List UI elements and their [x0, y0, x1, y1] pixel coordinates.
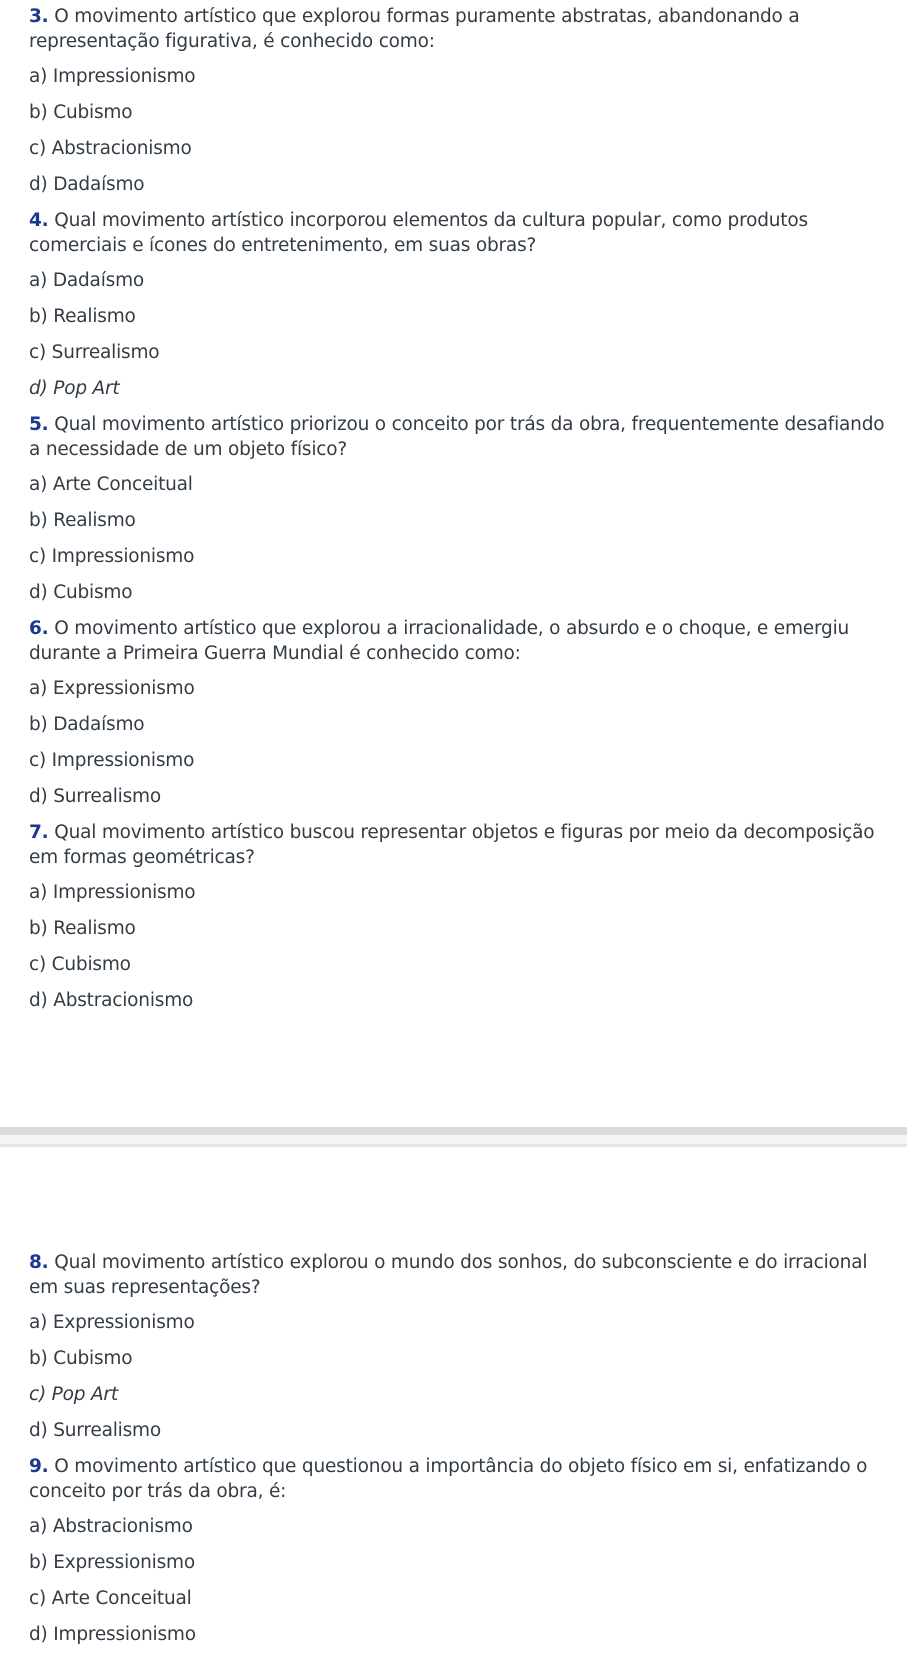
question-block-5	[29, 412, 889, 616]
option-c[interactable]: c) Cubismo	[29, 954, 131, 975]
option-b[interactable]: b) Cubismo	[29, 102, 133, 123]
option-b[interactable]: b) Cubismo	[29, 1348, 133, 1369]
option-c[interactable]: c) Impressionismo	[29, 546, 195, 567]
option-d[interactable]: d) Surrealismo	[29, 786, 161, 807]
option-c[interactable]	[29, 1382, 889, 1418]
question-block-7	[29, 820, 889, 1024]
option-a[interactable]: a) Abstracionismo	[29, 1516, 193, 1537]
question-text	[29, 4, 889, 54]
option-c[interactable]: c) Arte Conceitual	[29, 1588, 192, 1609]
question-text	[29, 616, 889, 666]
question-block-3	[29, 4, 889, 208]
option-a[interactable]: a) Impressionismo	[29, 882, 196, 903]
question-text	[29, 412, 889, 462]
question-body: O movimento artístico que explorou formas puramente abstratas, abandonando a representação figurativa, é conhecido como:	[29, 6, 800, 52]
question-block-9	[29, 1454, 889, 1658]
question-number: 8.	[29, 1252, 49, 1273]
option-d[interactable]	[29, 376, 889, 412]
question-number: 9.	[29, 1456, 49, 1477]
option-a[interactable]: a) Expressionismo	[29, 678, 195, 699]
option-b[interactable]: b) Realismo	[29, 306, 136, 327]
option-c[interactable]: c) Impressionismo	[29, 750, 195, 771]
question-body: Qual movimento artístico buscou representar objetos e figuras por meio da decomposição em formas geométricas?	[29, 822, 875, 868]
option-d[interactable]: d) Cubismo	[29, 582, 133, 603]
question-block-4	[29, 208, 889, 412]
question-number: 5.	[29, 414, 49, 435]
section-divider	[0, 1127, 907, 1135]
question-body: O movimento artístico que explorou a irracionalidade, o absurdo e o choque, e emergiu durante a Primeira Guerra Mundial é conhecido como:	[29, 618, 850, 664]
option-d-label: d) Pop Art	[29, 378, 120, 399]
option-b[interactable]: b) Dadaísmo	[29, 714, 145, 735]
question-body: Qual movimento artístico explorou o mundo dos sonhos, do subconsciente e do irracional em suas representações?	[29, 1252, 868, 1298]
question-text	[29, 1454, 889, 1504]
question-number: 4.	[29, 210, 49, 231]
option-d[interactable]: d) Dadaísmo	[29, 174, 145, 195]
question-number: 6.	[29, 618, 49, 639]
question-number: 7.	[29, 822, 49, 843]
option-b[interactable]: b) Realismo	[29, 510, 136, 531]
question-text	[29, 820, 889, 870]
option-c[interactable]: c) Surrealismo	[29, 342, 160, 363]
option-a[interactable]: a) Impressionismo	[29, 66, 196, 87]
question-block-8	[29, 1250, 889, 1454]
question-number: 3.	[29, 6, 49, 27]
section-divider-gap	[0, 1135, 907, 1144]
question-block-6	[29, 616, 889, 820]
question-text	[29, 208, 889, 258]
option-d[interactable]: d) Impressionismo	[29, 1624, 196, 1645]
option-d[interactable]: d) Surrealismo	[29, 1420, 161, 1441]
option-a[interactable]: a) Arte Conceitual	[29, 474, 193, 495]
section-divider-line	[0, 1144, 907, 1147]
option-d[interactable]: d) Abstracionismo	[29, 990, 194, 1011]
option-a[interactable]: a) Expressionismo	[29, 1312, 195, 1333]
option-b[interactable]: b) Realismo	[29, 918, 136, 939]
question-body: Qual movimento artístico incorporou elementos da cultura popular, como produtos comerciais e ícones do entretenimento, em suas obras?	[29, 210, 808, 256]
question-body: Qual movimento artístico priorizou o conceito por trás da obra, frequentemente desafiando a necessidade de um objeto físico?	[29, 414, 885, 460]
option-a[interactable]: a) Dadaísmo	[29, 270, 145, 291]
question-text	[29, 1250, 889, 1300]
option-c[interactable]: c) Abstracionismo	[29, 138, 192, 159]
question-body: O movimento artístico que questionou a importância do objeto físico em si, enfatizando o conceito por trás da obra, é:	[29, 1456, 868, 1502]
option-b[interactable]: b) Expressionismo	[29, 1552, 195, 1573]
option-c-label: c) Pop Art	[29, 1384, 118, 1405]
